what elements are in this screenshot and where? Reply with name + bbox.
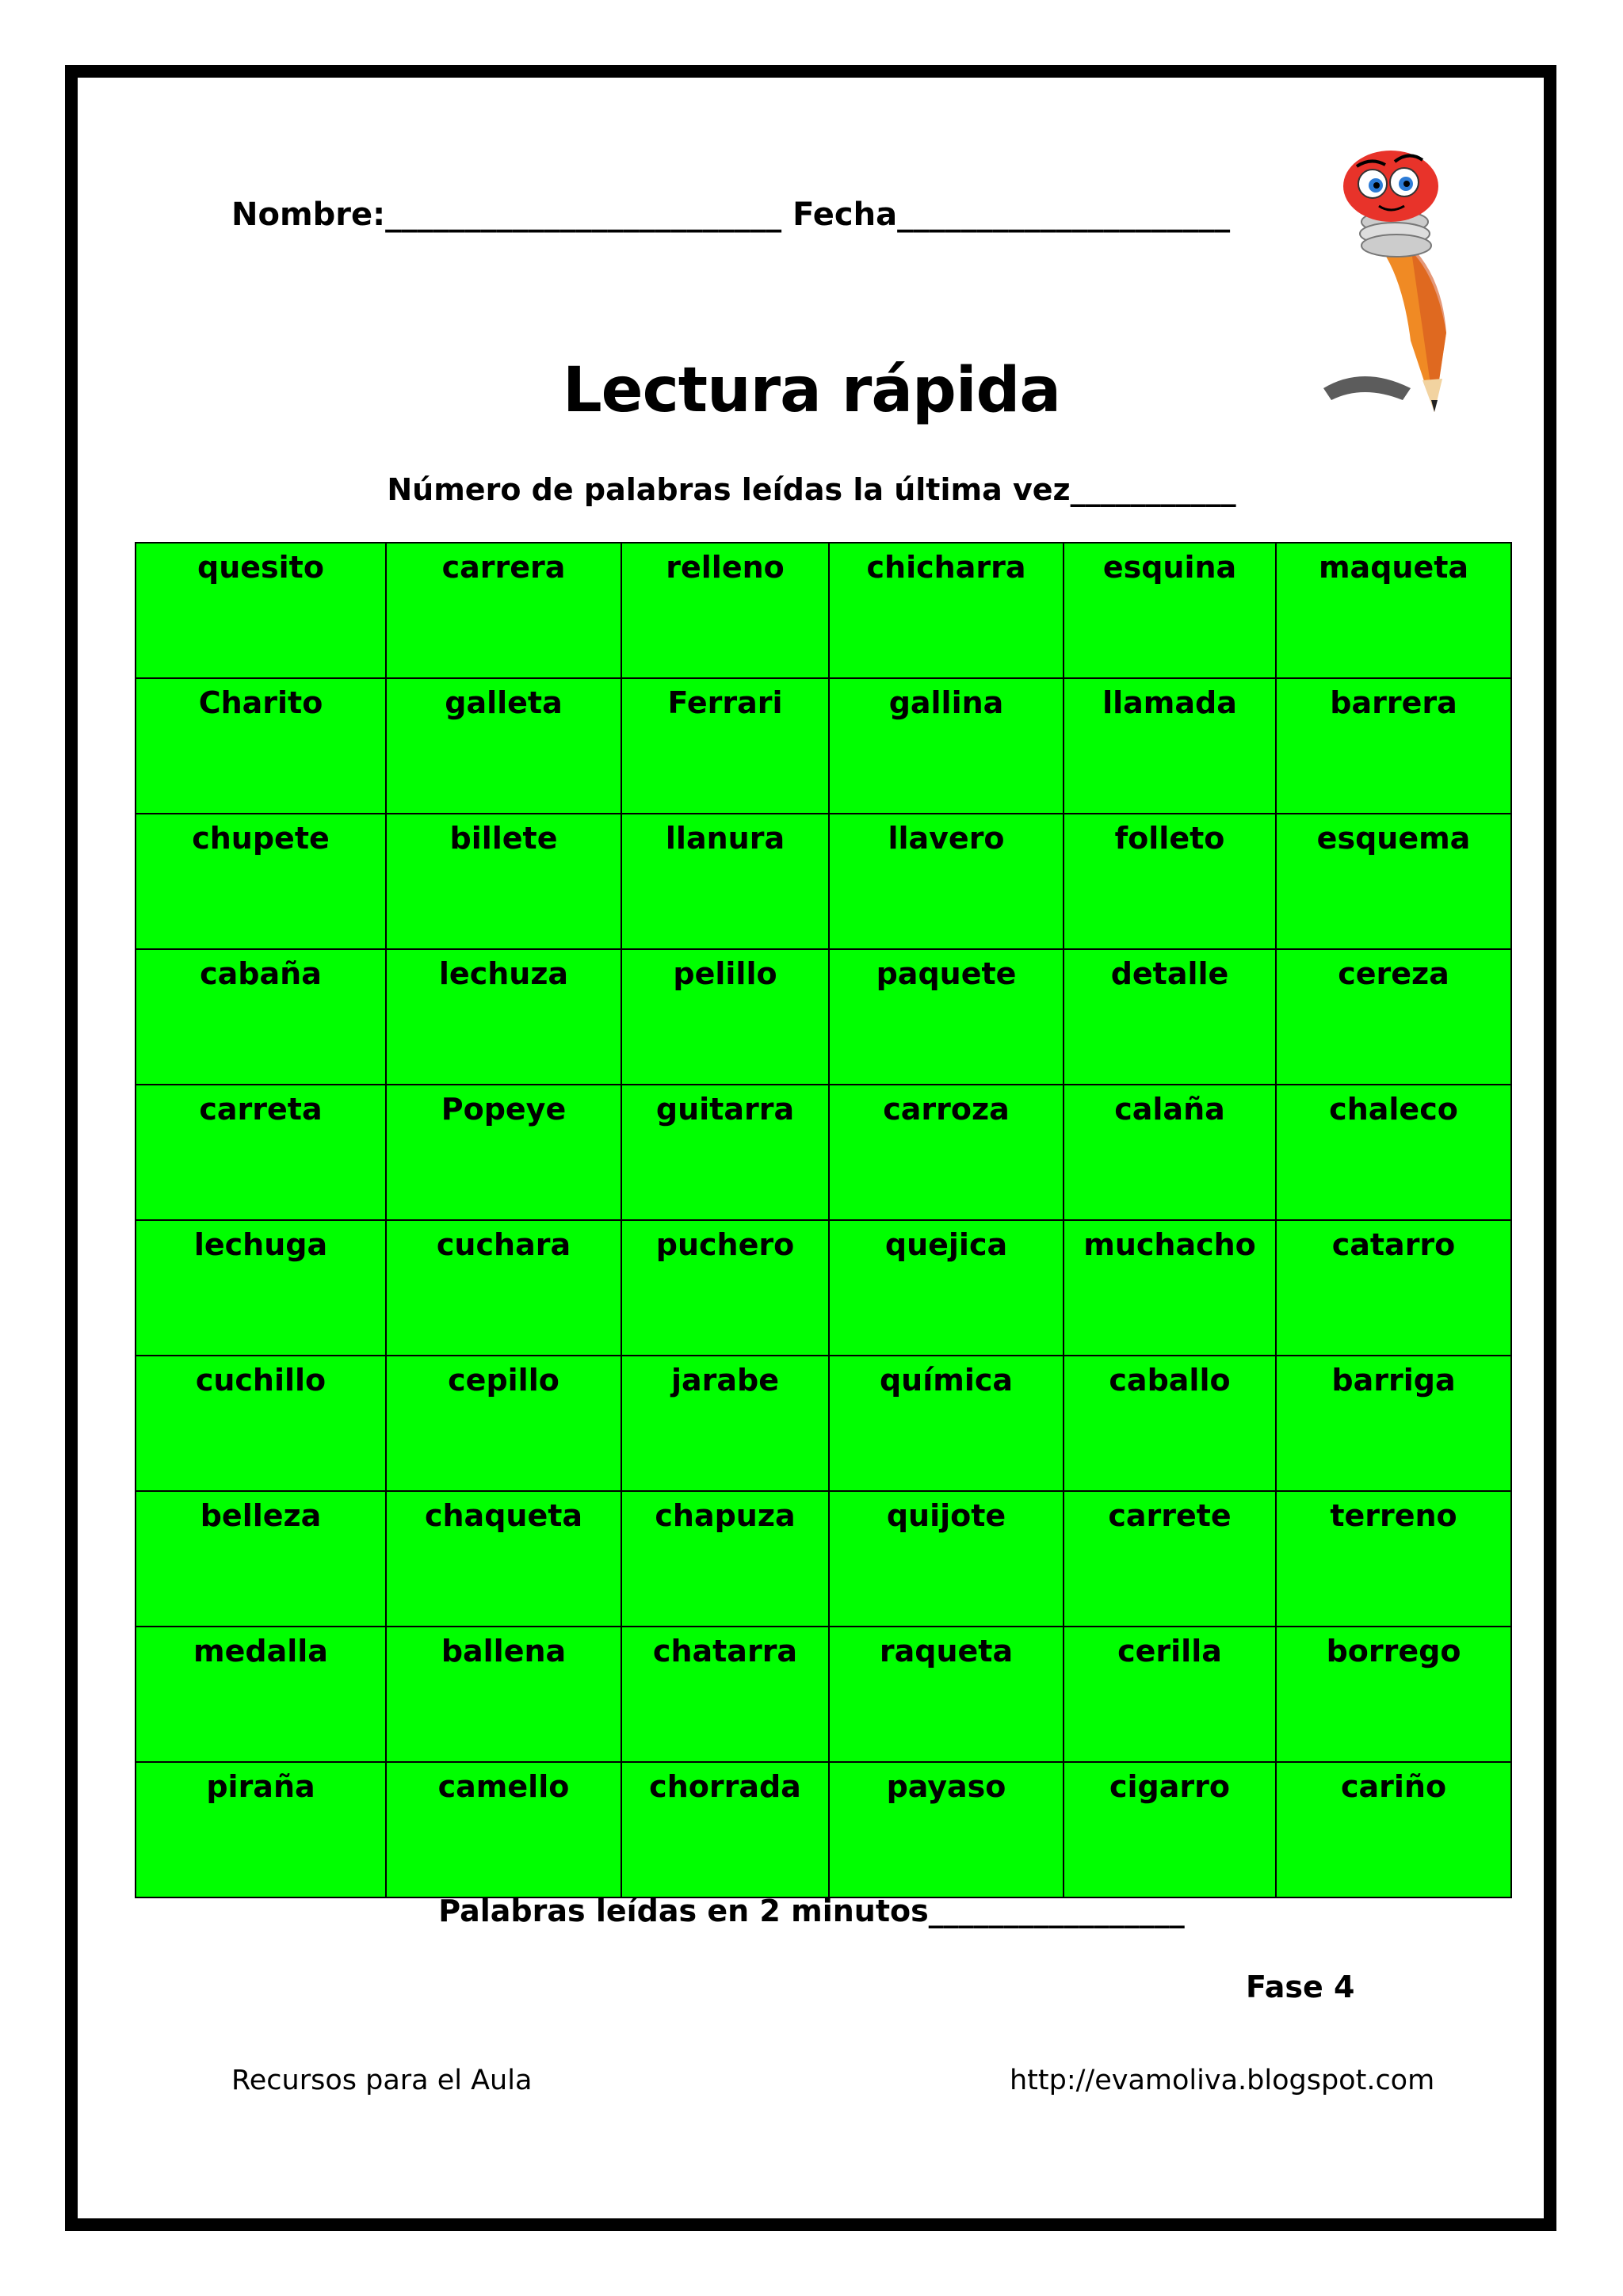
word-cell: cuchillo xyxy=(136,1356,386,1491)
word-cell: camello xyxy=(386,1762,621,1897)
word-cell: chatarra xyxy=(621,1627,829,1762)
word-cell: esquema xyxy=(1276,814,1511,949)
footer-source: Recursos para el Aula xyxy=(231,2065,533,2096)
word-cell: llamada xyxy=(1064,678,1276,814)
word-cell: chapuza xyxy=(621,1491,829,1627)
word-cell: lechuga xyxy=(136,1220,386,1356)
word-cell: chaqueta xyxy=(386,1491,621,1627)
word-cell: medalla xyxy=(136,1627,386,1762)
word-cell: guitarra xyxy=(621,1085,829,1220)
word-cell: cereza xyxy=(1276,949,1511,1085)
word-cell: billete xyxy=(386,814,621,949)
word-cell: cuchara xyxy=(386,1220,621,1356)
table-row xyxy=(136,1085,1511,1220)
date-field-label: Fecha_____________________ xyxy=(792,196,1231,233)
word-cell: jarabe xyxy=(621,1356,829,1491)
words-read-2min-label: Palabras leídas en 2 minutos_________________ xyxy=(438,1894,1185,1928)
word-cell: puchero xyxy=(621,1220,829,1356)
word-cell: maqueta xyxy=(1276,543,1511,678)
word-cell: detalle xyxy=(1064,949,1276,1085)
word-cell: payaso xyxy=(829,1762,1064,1897)
name-field-label: Nombre:_________________________ xyxy=(231,196,782,233)
word-cell: belleza xyxy=(136,1491,386,1627)
word-cell: pelillo xyxy=(621,949,829,1085)
word-cell: cepillo xyxy=(386,1356,621,1491)
table-row xyxy=(136,814,1511,949)
word-cell: calaña xyxy=(1064,1085,1276,1220)
word-cell: chorrada xyxy=(621,1762,829,1897)
word-cell: carroza xyxy=(829,1085,1064,1220)
word-cell: cariño xyxy=(1276,1762,1511,1897)
word-cell: llanura xyxy=(621,814,829,949)
word-cell: química xyxy=(829,1356,1064,1491)
word-cell: borrego xyxy=(1276,1627,1511,1762)
word-cell: chaleco xyxy=(1276,1085,1511,1220)
phase-label: Fase 4 xyxy=(1246,1970,1355,2004)
word-cell: quesito xyxy=(136,543,386,678)
word-cell: barrera xyxy=(1276,678,1511,814)
table-row xyxy=(136,1627,1511,1762)
word-cell: raqueta xyxy=(829,1627,1064,1762)
word-cell: muchacho xyxy=(1064,1220,1276,1356)
word-cell: terreno xyxy=(1276,1491,1511,1627)
footer-url: http://evamoliva.blogspot.com xyxy=(1010,2065,1435,2096)
word-cell: llavero xyxy=(829,814,1064,949)
table-row xyxy=(136,1220,1511,1356)
word-cell: caballo xyxy=(1064,1356,1276,1491)
word-cell: quejica xyxy=(829,1220,1064,1356)
word-cell: carrete xyxy=(1064,1491,1276,1627)
table-row xyxy=(136,1491,1511,1627)
word-cell: piraña xyxy=(136,1762,386,1897)
word-cell: carreta xyxy=(136,1085,386,1220)
table-row xyxy=(136,543,1511,678)
page-title: Lectura rápida xyxy=(562,355,1061,426)
word-cell: Charito xyxy=(136,678,386,814)
word-cell: gallina xyxy=(829,678,1064,814)
word-grid xyxy=(135,542,1512,1898)
word-cell: chupete xyxy=(136,814,386,949)
word-cell: cigarro xyxy=(1064,1762,1276,1897)
word-cell: Ferrari xyxy=(621,678,829,814)
word-cell: paquete xyxy=(829,949,1064,1085)
word-cell: cerilla xyxy=(1064,1627,1276,1762)
word-cell: esquina xyxy=(1064,543,1276,678)
header-line xyxy=(231,196,1230,233)
table-row xyxy=(136,1356,1511,1491)
word-cell: chicharra xyxy=(829,543,1064,678)
table-row xyxy=(136,1762,1511,1897)
table-row xyxy=(136,949,1511,1085)
word-cell: Popeye xyxy=(386,1085,621,1220)
word-cell: folleto xyxy=(1064,814,1276,949)
last-time-count-label: Número de palabras leídas la última vez___________ xyxy=(387,472,1236,507)
word-cell: cabaña xyxy=(136,949,386,1085)
word-cell: ballena xyxy=(386,1627,621,1762)
word-cell: lechuza xyxy=(386,949,621,1085)
word-cell: quijote xyxy=(829,1491,1064,1627)
word-cell: catarro xyxy=(1276,1220,1511,1356)
word-cell: carrera xyxy=(386,543,621,678)
word-cell: relleno xyxy=(621,543,829,678)
word-cell: galleta xyxy=(386,678,621,814)
word-cell: barriga xyxy=(1276,1356,1511,1491)
table-row xyxy=(136,678,1511,814)
